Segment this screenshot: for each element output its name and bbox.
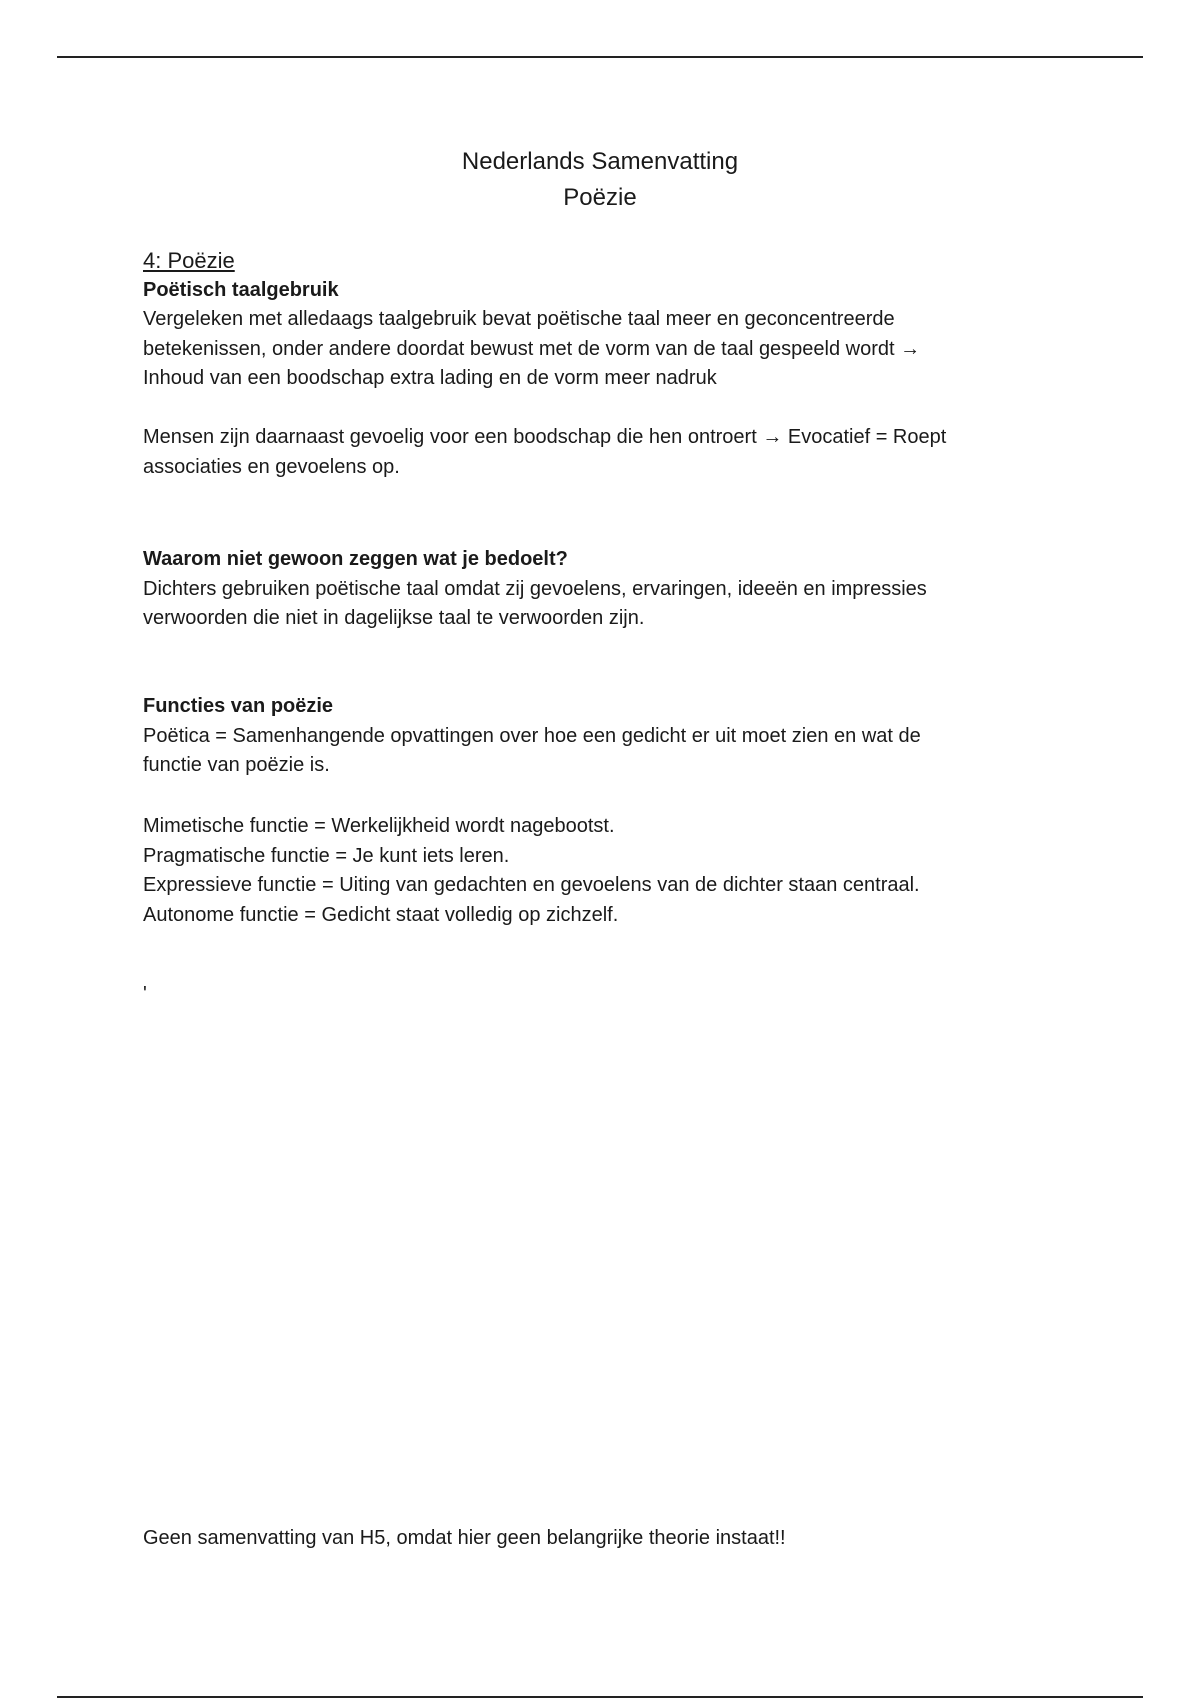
paragraph-line: Vergeleken met alledaags taalgebruik bevat poëtische taal meer en geconcentreerde [143,308,895,330]
list-item: Autonome functie = Gedicht staat volledig op zichzelf. [143,903,619,926]
paragraph-line: verwoorden die niet in dagelijkse taal te verwoorden zijn. [143,607,645,629]
section-heading-functies: Functies van poëzie [143,695,334,717]
paragraph-text: betekenissen, onder andere doordat bewust met de vorm van de taal gespeeld wordt [143,337,895,360]
stray-mark: ' [143,983,147,1005]
list-item: Expressieve functie = Uiting van gedachten en gevoelens van de dichter staan centraal. [143,874,920,896]
top-rule [57,56,1143,58]
paragraph-line [143,423,1043,453]
paragraph-line: Inhoud van een boodschap extra lading en de vorm meer nadruk [143,367,717,389]
document-title: Nederlands Samenvatting [461,148,739,175]
section-heading-poetisch: Poëtisch taalgebruik [143,278,339,301]
paragraph-text: Evocatief = Roept [787,426,947,448]
paragraph-text: Mensen zijn daarnaast gevoelig voor een boodschap die hen ontroert [143,426,757,448]
functions-list [143,812,1043,930]
section-functies [143,692,1043,781]
paragraph-line: functie van poëzie is. [143,754,330,776]
arrow-right-icon: → [762,426,783,448]
list-item: Pragmatische functie = Je kunt iets leren. [143,844,510,867]
arrow-right-icon: → [900,337,921,360]
chapter-heading: 4: Poëzie [143,248,235,273]
footer-note: Geen samenvatting van H5, omdat hier geen belangrijke theorie instaat!! [143,1527,786,1549]
document-subtitle: Poëzie [563,184,637,211]
section-waarom [143,545,1043,634]
paragraph-line: Poëtica = Samenhangende opvattingen over hoe een gedicht er uit moet zien en wat de [143,724,921,747]
bottom-rule [57,1696,1143,1698]
section-heading-waarom: Waarom niet gewoon zeggen wat je bedoelt? [143,548,568,570]
list-item: Mimetische functie = Werkelijkheid wordt nagebootst. [143,815,615,837]
section-poetisch-taalgebruik [143,246,1043,482]
blank-line [143,394,1043,424]
title-block [0,144,1200,216]
paragraph-line: associaties en gevoelens op. [143,455,400,478]
paragraph-line: Dichters gebruiken poëtische taal omdat zij gevoelens, ervaringen, ideeën en impressies [143,577,927,600]
paragraph-line [143,335,1043,365]
